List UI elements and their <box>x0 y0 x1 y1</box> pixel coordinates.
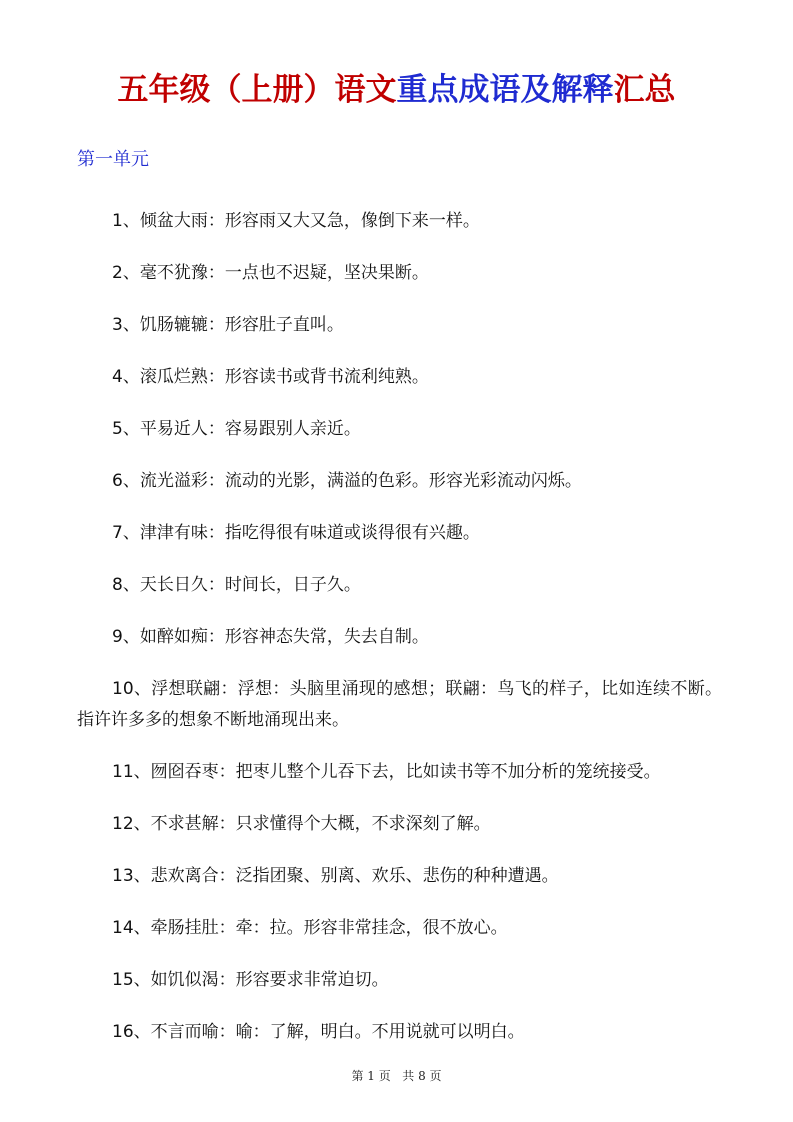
idiom-entry-10 <box>77 674 722 736</box>
idiom-entry-5 <box>77 414 722 445</box>
entry-number: 9 <box>112 627 123 647</box>
entry-text: 津津有味：指吃得很有味道或谈得很有兴趣。 <box>139 523 480 543</box>
entry-number: 8 <box>112 575 123 595</box>
idiom-entry-8 <box>77 570 722 601</box>
entry-text: 滚瓜烂熟：形容读书或背书流利纯熟。 <box>139 367 429 387</box>
footer-total-prefix: 共 <box>402 1069 415 1083</box>
idiom-entry-14 <box>77 913 722 944</box>
idiom-entry-2 <box>77 258 722 289</box>
entry-text: 饥肠辘辘：形容肚子直叫。 <box>139 315 344 335</box>
idiom-entry-11 <box>77 757 722 788</box>
entry-separator: 、 <box>133 866 151 886</box>
entry-separator: 、 <box>122 627 140 647</box>
entry-text: 浮想联翩：浮想：头脑里涌现的感想；联翩：鸟飞的样子，比如连续不断。指许许多多的想象不断地涌现出来。 <box>77 679 722 730</box>
idiom-entry-3 <box>77 310 722 341</box>
entry-text: 不求甚解：只求懂得个大概，不求深刻了解。 <box>150 814 491 834</box>
entry-number: 11 <box>112 762 134 782</box>
entry-separator: 、 <box>133 918 151 938</box>
entry-separator: 、 <box>122 315 140 335</box>
entry-number: 13 <box>112 866 134 886</box>
entry-number: 10 <box>112 679 134 699</box>
entry-separator: 、 <box>122 263 140 283</box>
title-part-2: 重点成语及解释 <box>396 72 614 108</box>
entry-separator: 、 <box>133 762 151 782</box>
entry-text: 倾盆大雨：形容雨又大又急，像倒下来一样。 <box>139 211 480 231</box>
entry-separator: 、 <box>122 471 140 491</box>
entry-text: 如饥似渴：形容要求非常迫切。 <box>150 970 389 990</box>
footer-page-number: 1 <box>367 1069 375 1083</box>
idiom-entry-9 <box>77 622 722 653</box>
entry-separator: 、 <box>122 367 140 387</box>
entry-separator: 、 <box>133 814 151 834</box>
entry-text: 囫囵吞枣：把枣儿整个儿吞下去，比如读书等不加分析的笼统接受。 <box>150 762 661 782</box>
entry-number: 14 <box>112 918 134 938</box>
idiom-entry-1 <box>77 206 722 237</box>
entry-number: 16 <box>112 1022 134 1042</box>
entry-number: 7 <box>112 523 123 543</box>
entry-number: 5 <box>112 419 123 439</box>
entry-separator: 、 <box>122 523 140 543</box>
entry-separator: 、 <box>122 211 140 231</box>
entry-text: 平易近人：容易跟别人亲近。 <box>139 419 361 439</box>
section-heading: 第一单元 <box>77 149 149 170</box>
footer-total-pages: 8 <box>418 1069 426 1083</box>
entry-text: 天长日久：时间长，日子久。 <box>139 575 361 595</box>
entry-number: 3 <box>112 315 123 335</box>
entry-text: 牵肠挂肚：牵：拉。形容非常挂念，很不放心。 <box>150 918 508 938</box>
entry-number: 4 <box>112 367 123 387</box>
idiom-entry-4 <box>77 362 722 393</box>
entry-number: 6 <box>112 471 123 491</box>
entry-text: 毫不犹豫：一点也不迟疑，坚决果断。 <box>139 263 429 283</box>
entry-number: 12 <box>112 814 134 834</box>
idiom-entry-13 <box>77 861 722 892</box>
idiom-entry-15 <box>77 965 722 996</box>
page-footer <box>0 1066 793 1086</box>
idiom-entry-7 <box>77 518 722 549</box>
footer-total-suffix: 页 <box>429 1069 442 1083</box>
entry-separator: 、 <box>133 970 151 990</box>
title-part-3: 汇总 <box>613 72 676 108</box>
idiom-list <box>77 206 722 1069</box>
entry-separator: 、 <box>133 679 152 699</box>
entry-separator: 、 <box>133 1022 151 1042</box>
idiom-entry-6 <box>77 466 722 497</box>
entry-text: 如醉如痴：形容神态失常，失去自制。 <box>139 627 429 647</box>
idiom-entry-16 <box>77 1017 722 1048</box>
document-title <box>0 66 793 114</box>
entry-separator: 、 <box>122 575 140 595</box>
entry-number: 2 <box>112 263 123 283</box>
entry-text: 悲欢离合：泛指团聚、别离、欢乐、悲伤的种种遭遇。 <box>150 866 559 886</box>
idiom-entry-12 <box>77 809 722 840</box>
entry-text: 不言而喻：喻：了解，明白。不用说就可以明白。 <box>150 1022 525 1042</box>
entry-number: 15 <box>112 970 134 990</box>
entry-text: 流光溢彩：流动的光影，满溢的色彩。形容光彩流动闪烁。 <box>139 471 582 491</box>
footer-page-prefix: 第 <box>351 1069 364 1083</box>
footer-page-suffix: 页 <box>378 1069 391 1083</box>
title-part-1: 五年级（上册）语文 <box>117 72 397 108</box>
entry-separator: 、 <box>122 419 140 439</box>
entry-number: 1 <box>112 211 123 231</box>
